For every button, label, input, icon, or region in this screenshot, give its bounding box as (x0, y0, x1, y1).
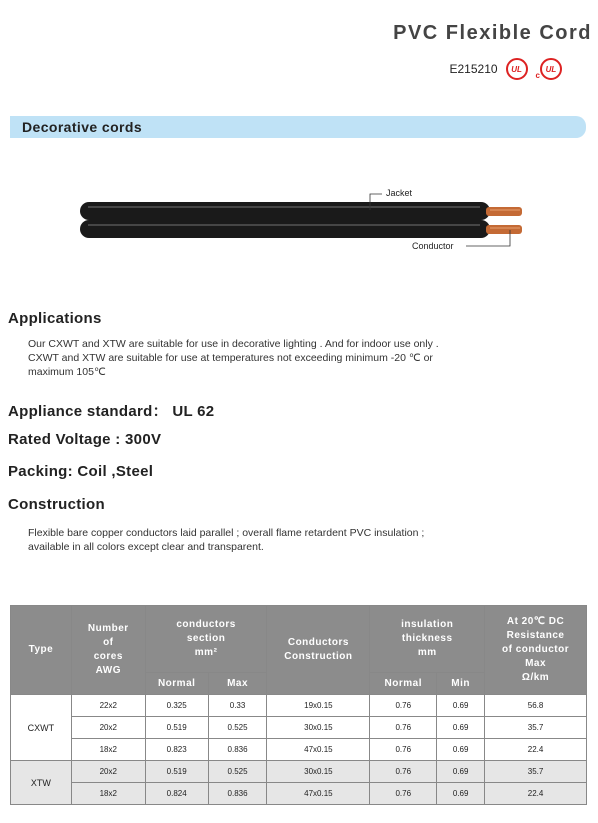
cell-section-normal: 0.325 (145, 695, 208, 717)
cell-resistance: 56.8 (485, 695, 587, 717)
table-row (11, 695, 587, 717)
cell-ins-min: 0.69 (437, 739, 485, 761)
cell-awg: 18x2 (71, 739, 145, 761)
certification-code: E215210 (449, 62, 498, 76)
cell-awg: 22x2 (71, 695, 145, 717)
header-section: conductors section mm² (145, 606, 267, 673)
construction-line: available in all colors except clear and transparent. (28, 541, 264, 553)
jacket-label: Jacket (386, 188, 413, 198)
banner-label: Decorative cords (22, 119, 143, 135)
spec-table (10, 605, 587, 805)
cell-ins-min: 0.69 (437, 783, 485, 805)
table-row (11, 761, 587, 783)
cell-section-normal: 0.519 (145, 717, 208, 739)
cell-ins-min: 0.69 (437, 695, 485, 717)
cell-ins-min: 0.69 (437, 761, 485, 783)
type-cell: CXWT (11, 695, 72, 761)
conductor-label: Conductor (412, 241, 454, 251)
cell-resistance: 35.7 (485, 717, 587, 739)
cell-section-normal: 0.824 (145, 783, 208, 805)
cell-section-normal: 0.823 (145, 739, 208, 761)
header-insulation: insulation thickness mm (370, 606, 485, 673)
table-row (11, 739, 587, 761)
construction-line: Flexible bare copper conductors laid parallel ; overall flame retardent PVC insulation ; (28, 527, 425, 539)
appliance-standard: Appliance standard： UL 62 (8, 403, 215, 420)
cell-resistance: 22.4 (485, 783, 587, 805)
cul-logo (536, 58, 562, 80)
header-insulation-min: Min (437, 673, 485, 695)
cell-resistance: 22.4 (485, 739, 587, 761)
cell-awg: 20x2 (71, 717, 145, 739)
cell-construction: 47x0.15 (267, 783, 370, 805)
cable-conductor (486, 207, 522, 234)
cell-ins-normal: 0.76 (370, 761, 437, 783)
cell-awg: 20x2 (71, 761, 145, 783)
table-row (11, 783, 587, 805)
rated-voltage: Rated Voltage : 300V (8, 431, 162, 448)
cell-construction: 19x0.15 (267, 695, 370, 717)
cell-section-normal: 0.519 (145, 761, 208, 783)
cell-ins-min: 0.69 (437, 717, 485, 739)
applications-text (28, 337, 439, 379)
header-resistance: At 20℃ DC Resistance of conductor Max Ω/km (485, 606, 587, 695)
construction-text (28, 526, 424, 554)
table-row (11, 717, 587, 739)
cell-section-max: 0.525 (208, 717, 267, 739)
cell-awg: 18x2 (71, 783, 145, 805)
header-section-normal: Normal (145, 673, 208, 695)
applications-heading: Applications (8, 310, 102, 327)
cell-section-max: 0.525 (208, 761, 267, 783)
header-insulation-normal: Normal (370, 673, 437, 695)
cell-resistance: 35.7 (485, 761, 587, 783)
header-type: Type (11, 606, 72, 695)
cell-section-max: 0.836 (208, 783, 267, 805)
applications-line: Our CXWT and XTW are suitable for use in decorative lighting . And for indoor use only . (28, 338, 439, 350)
packing: Packing: Coil ,Steel (8, 463, 154, 480)
cell-construction: 30x0.15 (267, 717, 370, 739)
construction-heading: Construction (8, 496, 105, 513)
cell-section-max: 0.836 (208, 739, 267, 761)
type-cell: XTW (11, 761, 72, 805)
cell-section-max: 0.33 (208, 695, 267, 717)
cell-ins-normal: 0.76 (370, 695, 437, 717)
applications-line: CXWT and XTW are suitable for use at temperatures not exceeding minimum -20 ℃ or (28, 352, 433, 364)
applications-line: maximum 105℃ (28, 366, 106, 378)
cell-ins-normal: 0.76 (370, 783, 437, 805)
cell-ins-normal: 0.76 (370, 717, 437, 739)
header-construction: Conductors Construction (267, 606, 370, 695)
product-title: PVC Flexible Cord (393, 22, 592, 44)
header-section-max: Max (208, 673, 267, 695)
cell-construction: 47x0.15 (267, 739, 370, 761)
ul-logo: UL (506, 58, 528, 80)
header-awg: Number of cores AWG (71, 606, 145, 695)
cable-jacket (80, 202, 490, 238)
cul-ul-mark: UL (540, 58, 562, 80)
cable-illustration (70, 180, 550, 260)
cell-construction: 30x0.15 (267, 761, 370, 783)
cul-prefix: c (535, 71, 540, 80)
certification (450, 58, 563, 80)
cell-ins-normal: 0.76 (370, 739, 437, 761)
